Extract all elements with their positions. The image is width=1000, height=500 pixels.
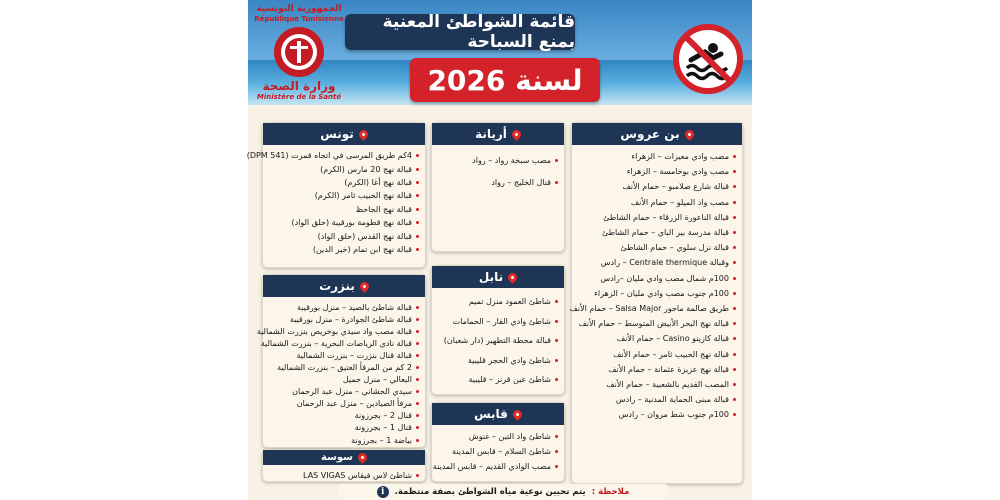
- region-card-bizerte: [256, 274, 426, 448]
- country-name-ar: الجمهورية التونسية: [256, 4, 342, 14]
- country-name-fr: République Tunisienne: [254, 15, 344, 23]
- list-item: البعالي – منزل جميل: [269, 374, 419, 386]
- list-item: مرفأ الصيادين – منزل عبد الرحمان: [269, 398, 419, 410]
- list-item: قبالة مدرسة بير الباي – حمام الشاطئ: [578, 225, 736, 240]
- region-card-tunis: [246, 122, 426, 268]
- region-header: [432, 123, 564, 145]
- list-item: شاطئ العمود منزل تميم: [438, 292, 558, 312]
- list-item: شاطئ وادي الحجر قليبية: [438, 351, 558, 371]
- list-item: قبالة نهج ابن تمام (خير الدين): [269, 243, 419, 256]
- list-item: قبالة نهج عزيزة عثمانة – حمام الأنف: [578, 362, 736, 377]
- list-item: قبالة نهج البحر الأبيض المتوسط – حمام الأنف: [578, 316, 736, 331]
- region-card-ariana: [431, 122, 565, 252]
- region-card-nabeul: [431, 265, 565, 395]
- list-item: مصب سبخة رواد – رواد: [438, 149, 558, 171]
- list-item: قبالة نهج الجاحظ: [269, 203, 419, 216]
- list-item: قبالة نهج الحبيب ثامر (الكرم): [269, 189, 419, 202]
- list-item: قبالة نهج أغا (الكرم): [269, 176, 419, 189]
- list-item: قنال 1 – بجرزونة: [269, 422, 419, 434]
- beach-list: [263, 465, 425, 481]
- list-item: قبالة نادي الرياضات البحرية – بنزرت الشمالية: [269, 337, 419, 349]
- region-header: [263, 123, 425, 145]
- list-item: قبالة شاطئ بالصيد – منزل بورقيبة: [269, 301, 419, 313]
- region-name: أريانة: [475, 127, 507, 141]
- list-item: قبالة مبنى الحماية المدنية – رادس: [578, 392, 736, 407]
- list-item: قنال 2 – بجرزونة: [269, 410, 419, 422]
- beach-list: [256, 297, 425, 446]
- list-item: قبالة نهج الحبيب ثامر – حمام الأنف: [578, 346, 736, 361]
- list-item: 100م جنوب مصب وادي مليان – الزهراء: [578, 286, 736, 301]
- beach-list: [569, 145, 742, 422]
- no-swimming-icon: [673, 24, 743, 94]
- region-card-gabes: [431, 402, 565, 482]
- list-item: قبالة محطة التطهير (دار شعبان): [438, 331, 558, 351]
- list-item: قبالة نهج القدس (حلق الواد): [269, 229, 419, 242]
- list-item: مصب الوادي القديم – قابس المدينة: [438, 459, 558, 474]
- list-item: 100م شمال مصب وادي مليان –رادس: [578, 271, 736, 286]
- list-item: 100م جنوب شط مروان – رادس: [578, 407, 736, 422]
- region-header: [432, 266, 564, 288]
- region-name: تونس: [320, 127, 354, 141]
- list-item: 4كم طريق المرسى في اتجاه قمرت (DPM 541): [269, 149, 419, 162]
- list-item: مصب وادي بوخامسة – الزهراء: [578, 164, 736, 179]
- location-pin-icon: [358, 280, 371, 293]
- poster: [248, 0, 752, 500]
- list-item: طريق صالمة ماجور Salsa Major – حمام الأنف: [578, 301, 736, 316]
- list-item: مصب وادي معيزات – الزهراء: [578, 149, 736, 164]
- list-item: شاطئ وادي الفار – الحمامات: [438, 312, 558, 332]
- location-pin-icon: [510, 128, 523, 141]
- region-name: بنزرت: [319, 279, 355, 293]
- beach-list: [246, 145, 425, 256]
- list-item: قنال الخليج – رواد: [438, 171, 558, 193]
- location-pin-icon: [357, 128, 370, 141]
- region-header: [263, 450, 425, 465]
- list-item: 2 كم من المرفأ العتيق – بنزرت الشمالية: [269, 361, 419, 373]
- region-name: نابل: [478, 270, 504, 284]
- ministry-name-ar: وزارة الصحة: [262, 79, 336, 93]
- list-item: قبالة مصب واد سيدي بوخريص بنزرت الشمالية: [269, 325, 419, 337]
- ministry-logo: [254, 4, 344, 102]
- list-item: شاطئ واد التين – غنوش: [438, 429, 558, 444]
- location-pin-icon: [683, 128, 696, 141]
- list-item: سيدي الحشاني – منزل عبد الرحمان: [269, 386, 419, 398]
- list-item: وقبالة Centrale thermique – رادس: [578, 255, 736, 270]
- list-item: بياضة 1 – بجرزونة: [269, 434, 419, 446]
- list-item: شاطئ عين قرنز – قليبية: [438, 370, 558, 390]
- region-name: بن عروس: [620, 127, 680, 141]
- list-item: قبالة شارع صلامبو – حمام الأنف: [578, 179, 736, 194]
- list-item: قبالة كازينو Casino – حمام الأنف: [578, 331, 736, 346]
- location-pin-icon: [356, 451, 369, 464]
- page-title: قائمة الشواطئ المعنية بمنع السباحة: [345, 14, 575, 50]
- note-label: ملاحظة :: [591, 487, 630, 497]
- footer-note: [338, 484, 668, 500]
- beach-list: [432, 425, 564, 474]
- info-icon: i: [377, 486, 389, 498]
- list-item: قبالة قنال بنزرت – بنزرت الشمالية: [269, 349, 419, 361]
- list-item: شاطئ السلام – قابس المدينة: [438, 444, 558, 459]
- region-header: [263, 275, 425, 297]
- list-item: قبالة الناعورة الزرقاء – حمام الشاطئ: [578, 210, 736, 225]
- region-name: قابس: [474, 407, 508, 421]
- list-item: المصب القديم بالشعبية – حمام الأنف: [578, 377, 736, 392]
- location-pin-icon: [506, 271, 519, 284]
- list-item: قبالة نهج 20 مارس (الكرم): [269, 162, 419, 175]
- list-item: شاطئ لاس فيقاس LAS VIGAS: [269, 469, 419, 481]
- list-item: مصب واد الميلو – حمام الأنف: [578, 195, 736, 210]
- location-pin-icon: [511, 408, 524, 421]
- region-name: سوسة: [321, 452, 354, 463]
- list-item: قبالة نزل سلوي – حمام الشاطئ: [578, 240, 736, 255]
- region-card-ben-arous: [571, 122, 743, 484]
- list-item: قبالة شاطئ الجوادرة – منزل بورقيبة: [269, 313, 419, 325]
- beach-list: [432, 145, 564, 193]
- region-header: [432, 403, 564, 425]
- note-text: يتم تحيين نوعية مياه الشواطئ بصفة منتظمة.: [394, 487, 586, 497]
- list-item: قبالة نهج قطومة بورقيبة (حلق الواد): [269, 216, 419, 229]
- beach-list: [432, 288, 564, 390]
- region-card-sousse: [262, 449, 426, 482]
- health-seal-icon: [274, 27, 324, 77]
- ministry-name-fr: Ministère de la Santé: [256, 93, 342, 101]
- region-header: [572, 123, 742, 145]
- year-banner: لسنة 2026: [410, 58, 600, 102]
